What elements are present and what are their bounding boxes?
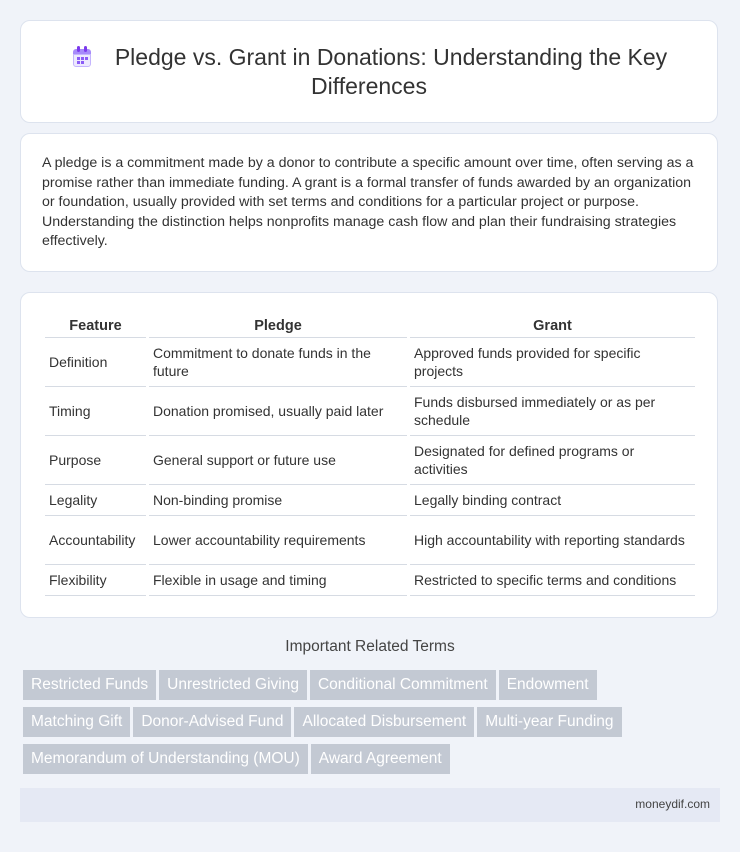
grant-cell: Approved funds provided for specific projects [410,338,695,387]
tag-multi-year-funding[interactable]: Multi-year Funding [477,707,621,737]
title-text: Pledge vs. Grant in Donations: Understanding the Key Differences [114,44,668,99]
pledge-cell: General support or future use [149,436,407,485]
tag-unrestricted-giving[interactable]: Unrestricted Giving [159,670,307,700]
table-row [45,436,695,485]
pledge-cell: Lower accountability requirements [149,516,407,565]
header-pledge: Pledge [149,315,407,338]
related-terms-list [23,670,703,781]
header-grant: Grant [410,315,695,338]
pledge-cell: Donation promised, usually paid later [149,387,407,436]
table-row [45,338,695,387]
grant-cell: Restricted to specific terms and conditions [410,565,695,596]
table-header-row [45,315,695,338]
grant-cell: High accountability with reporting standards [410,516,695,565]
feature-cell: Accountability [45,516,146,565]
tag-row [23,670,703,707]
intro-card [20,133,718,272]
table-row [45,516,695,565]
tag-award-agreement[interactable]: Award Agreement [311,744,450,774]
table-row [45,387,695,436]
pledge-cell: Commitment to donate funds in the future [149,338,407,387]
table-row [45,565,695,596]
related-terms-heading: Important Related Terms [285,638,455,655]
tag-endowment[interactable]: Endowment [499,670,597,700]
footer [20,788,720,822]
page-title [21,43,717,101]
feature-cell: Flexibility [45,565,146,596]
intro-paragraph: A pledge is a commitment made by a donor to contribute a specific amount over time, often serving as a promise rather than immediate funding. A grant is a formal transfer of funds awarded by an organization or foundation, usually provided with set terms and conditions for a particular project or purpose. Understanding the distinction helps nonprofits manage cash flow and plan their fundraising strategies effectively. [42,155,694,249]
feature-cell: Timing [45,387,146,436]
header-feature: Feature [45,315,146,338]
tag-row [23,744,703,781]
comparison-card [20,292,718,618]
footer-site-link[interactable]: moneydif.com [635,797,710,811]
tag-matching-gift[interactable]: Matching Gift [23,707,130,737]
tag-restricted-funds[interactable]: Restricted Funds [23,670,156,700]
title-card [20,20,718,123]
feature-cell: Definition [45,338,146,387]
pledge-cell: Non-binding promise [149,485,407,516]
grant-cell: Legally binding contract [410,485,695,516]
table-row [45,485,695,516]
feature-cell: Legality [45,485,146,516]
tag-allocated-disbursement[interactable]: Allocated Disbursement [294,707,474,737]
grant-cell: Funds disbursed immediately or as per schedule [410,387,695,436]
grant-cell: Designated for defined programs or activities [410,436,695,485]
comparison-table [42,315,698,596]
pledge-cell: Flexible in usage and timing [149,565,407,596]
tag-mou[interactable]: Memorandum of Understanding (MOU) [23,744,308,774]
tag-row [23,707,703,744]
calendar-icon [71,46,93,68]
feature-cell: Purpose [45,436,146,485]
tag-conditional-commitment[interactable]: Conditional Commitment [310,670,496,700]
tag-donor-advised-fund[interactable]: Donor-Advised Fund [133,707,291,737]
